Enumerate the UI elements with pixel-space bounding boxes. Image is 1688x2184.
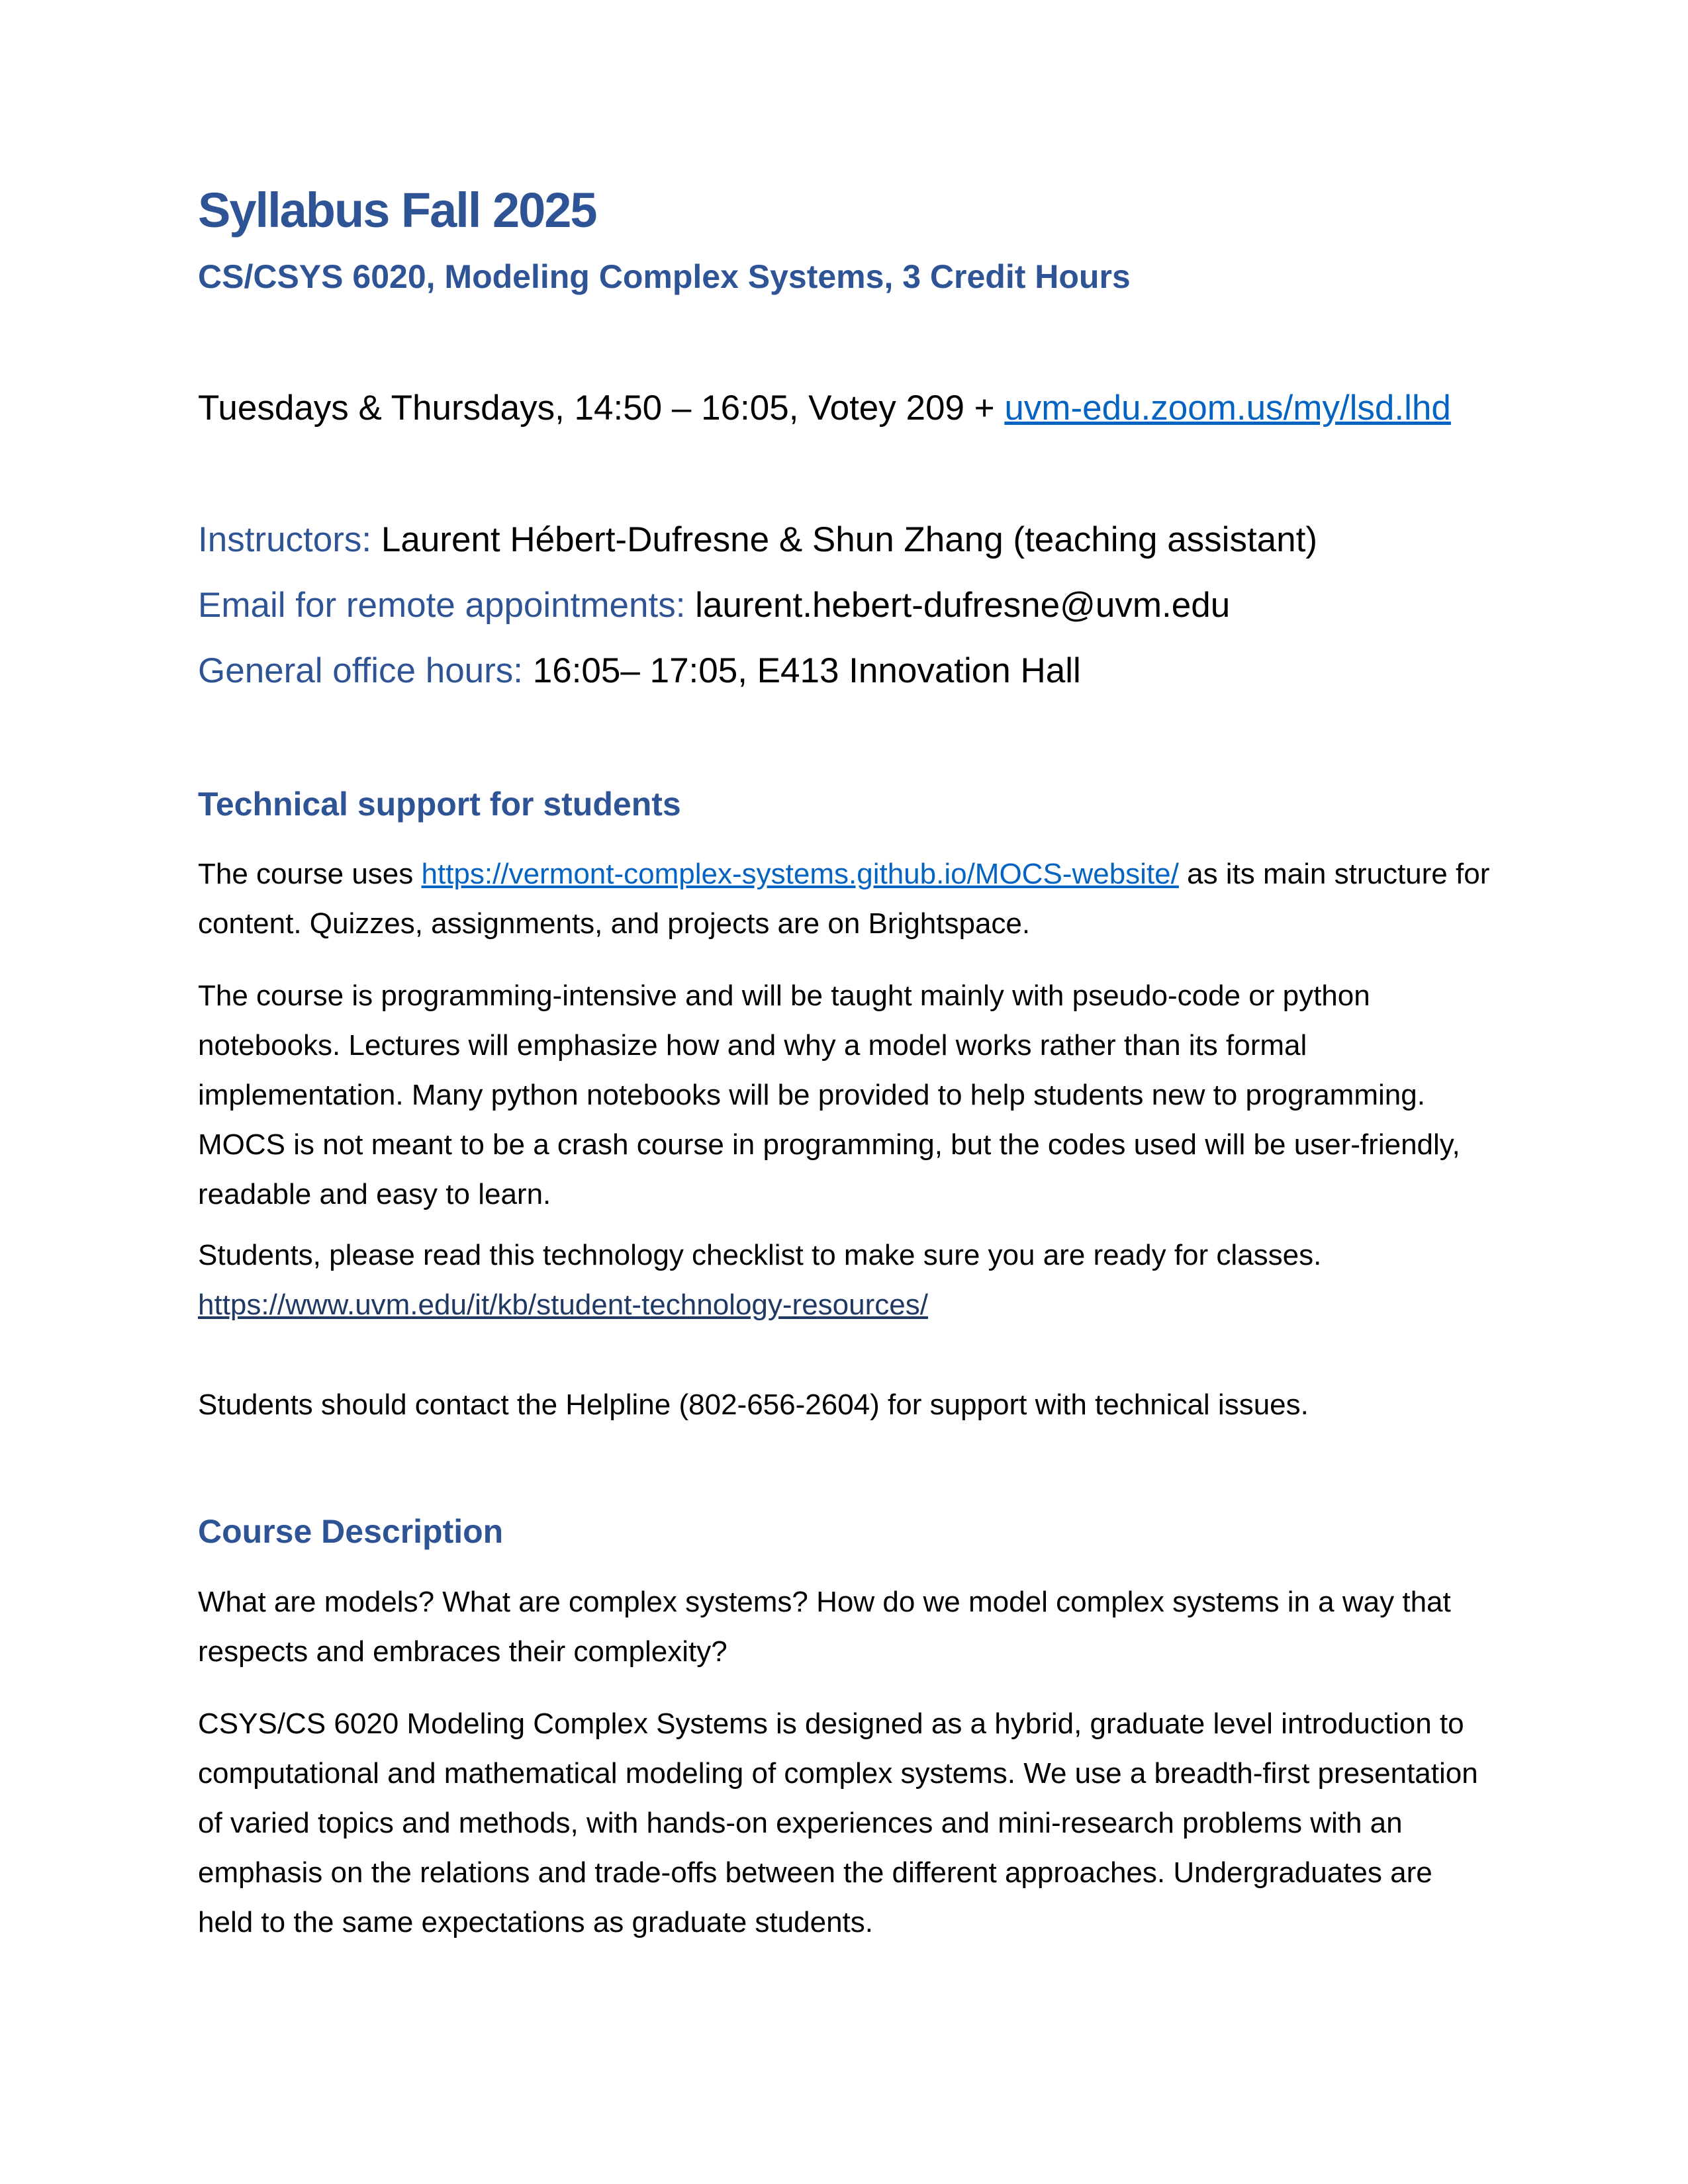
- technical-support-paragraph-2: The course is programming-intensive and will be taught mainly with pseudo-code or python notebooks. Lectures will emphasize how and why a model works rather than its formal implementation. Many python notebooks will be provided to help students new to programming. MOCS is not meant to be a crash course in programming, but the codes used will be user-friendly, readable and easy to learn.: [198, 979, 1460, 1210]
- email-label: Email for remote appointments:: [198, 586, 686, 625]
- technical-support-paragraph-3: [198, 1230, 1495, 1330]
- course-description-paragraph-2: CSYS/CS 6020 Modeling Complex Systems is designed as a hybrid, graduate level introduction to computational and mathematical modeling of complex systems. We use a breadth-first presentation of varied topics and methods, with hands-on experiences and mini-research problems with an emphasis on the relations and trade-offs between the different approaches. Undergraduates are held to the same expectations as graduate students.: [198, 1707, 1478, 1938]
- email-value: laurent.hebert-dufresne@uvm.edu: [685, 586, 1231, 625]
- technical-support-paragraph-1: [198, 849, 1495, 948]
- meeting-info: [198, 387, 1495, 430]
- mocs-website-link[interactable]: https://vermont-complex-systems.github.io/MOCS-website/: [421, 858, 1179, 890]
- course-description-paragraph-1: What are models? What are complex systems? How do we model complex systems in a way that respects and embraces their complexity?: [198, 1586, 1451, 1668]
- course-subtitle: CS/CSYS 6020, Modeling Complex Systems, 3 Credit Hours: [198, 258, 1131, 295]
- course-description-heading: Course Description: [198, 1513, 504, 1550]
- office-hours-label: General office hours:: [198, 651, 524, 690]
- technology-resources-link[interactable]: https://www.uvm.edu/it/kb/student-technology-resources/: [198, 1289, 928, 1321]
- email-line: [198, 584, 1495, 627]
- helpline-paragraph: Students should contact the Helpline (802-656-2604) for support with technical issues.: [198, 1388, 1309, 1421]
- instructors-value: Laurent Hébert-Dufresne & Shun Zhang (teaching assistant): [371, 520, 1317, 559]
- technical-support-heading: Technical support for students: [198, 786, 681, 823]
- course-structure-text: as its main structure for content. Quizzes, assignments, and projects are on Brightspace.: [198, 858, 1490, 940]
- instructors-line: [198, 519, 1495, 561]
- office-hours-line: [198, 650, 1495, 692]
- zoom-link[interactable]: uvm-edu.zoom.us/my/lsd.lhd: [1004, 388, 1451, 428]
- meeting-text: Tuesdays & Thursdays, 14:50 – 16:05, Votey 209 +: [198, 388, 1005, 428]
- page-title: Syllabus Fall 2025: [198, 183, 596, 238]
- instructors-label: Instructors:: [198, 520, 372, 559]
- office-hours-value: 16:05– 17:05, E413 Innovation Hall: [523, 651, 1081, 690]
- course-uses-text: The course uses: [198, 858, 422, 890]
- technology-checklist-text: Students, please read this technology checklist to make sure you are ready for classes.: [198, 1239, 1322, 1271]
